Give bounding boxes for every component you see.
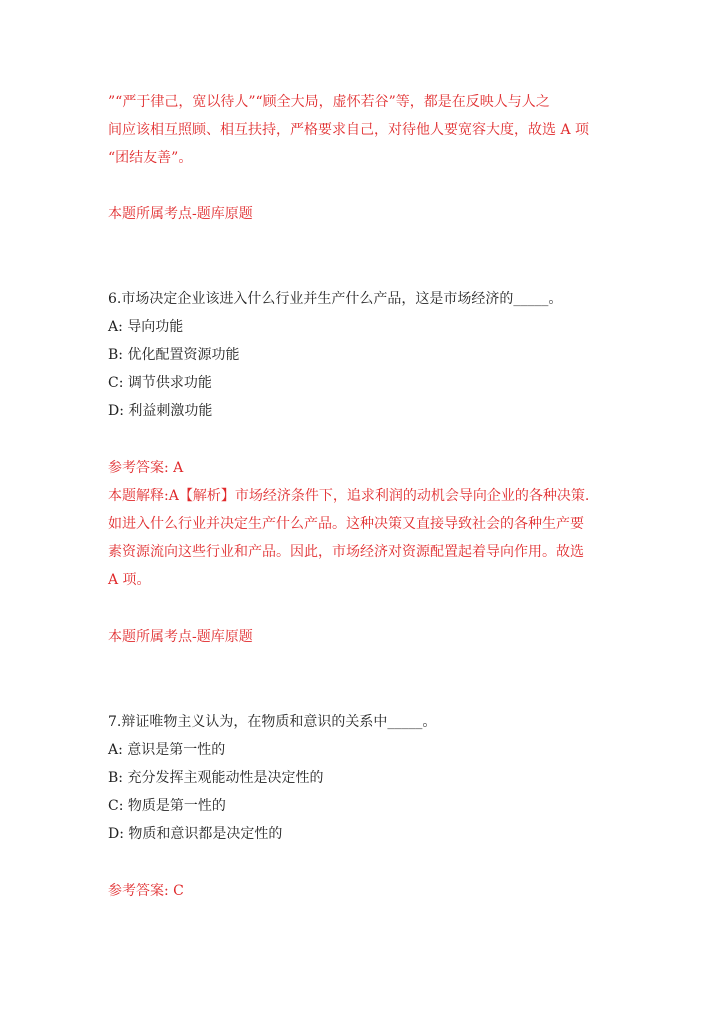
q7-question: 7.辩证唯物主义认为，在物质和意识的关系中_____。 <box>108 714 437 730</box>
q6-option-c: C: 调节供求功能 <box>108 375 212 391</box>
q6-option-b: B: 优化配置资源功能 <box>108 347 240 363</box>
q7-option-a: A: 意识是第一性的 <box>108 742 226 758</box>
q6-option-a: A: 导向功能 <box>108 319 184 335</box>
q7-option-d: D: 物质和意识都是决定性的 <box>108 826 283 842</box>
q6-source-note: 本题所属考点-题库原题 <box>108 629 253 645</box>
q6-answer: 参考答案: A <box>108 460 184 476</box>
q6-question: 6.市场决定企业该进入什么行业并生产什么产品，这是市场经济的_____。 <box>108 291 563 307</box>
q6-explanation-line-1: 本题解释:A【解析】市场经济条件下，追求利润的动机会导向企业的各种决策. <box>108 488 590 504</box>
q7-answer: 参考答案: C <box>108 883 184 899</box>
prev-source-note: 本题所属考点-题库原题 <box>108 206 253 222</box>
q6-explanation-line-3: 素资源流向这些行业和产品。因此，市场经济对资源配置起着导向作用。故选 <box>108 544 584 560</box>
prev-explanation-line-2: 间应该相互照顾、相互扶持，严格要求自己，对待他人要宽容大度，故选 A 项 <box>108 122 590 138</box>
q6-option-d: D: 利益刺激功能 <box>108 403 213 419</box>
prev-explanation-line-3: “团结友善”。 <box>108 150 193 166</box>
prev-explanation-line-1: ”“严于律己，宽以待人”“顾全大局，虚怀若谷”等，都是在反映人与人之 <box>108 94 550 110</box>
q6-explanation-line-2: 如进入什么行业并决定生产什么产品。这种决策又直接导致社会的各种生产要 <box>108 516 584 532</box>
q6-explanation-line-4: A 项。 <box>108 572 151 588</box>
q7-option-b: B: 充分发挥主观能动性是决定性的 <box>108 770 324 786</box>
q7-option-c: C: 物质是第一性的 <box>108 798 226 814</box>
